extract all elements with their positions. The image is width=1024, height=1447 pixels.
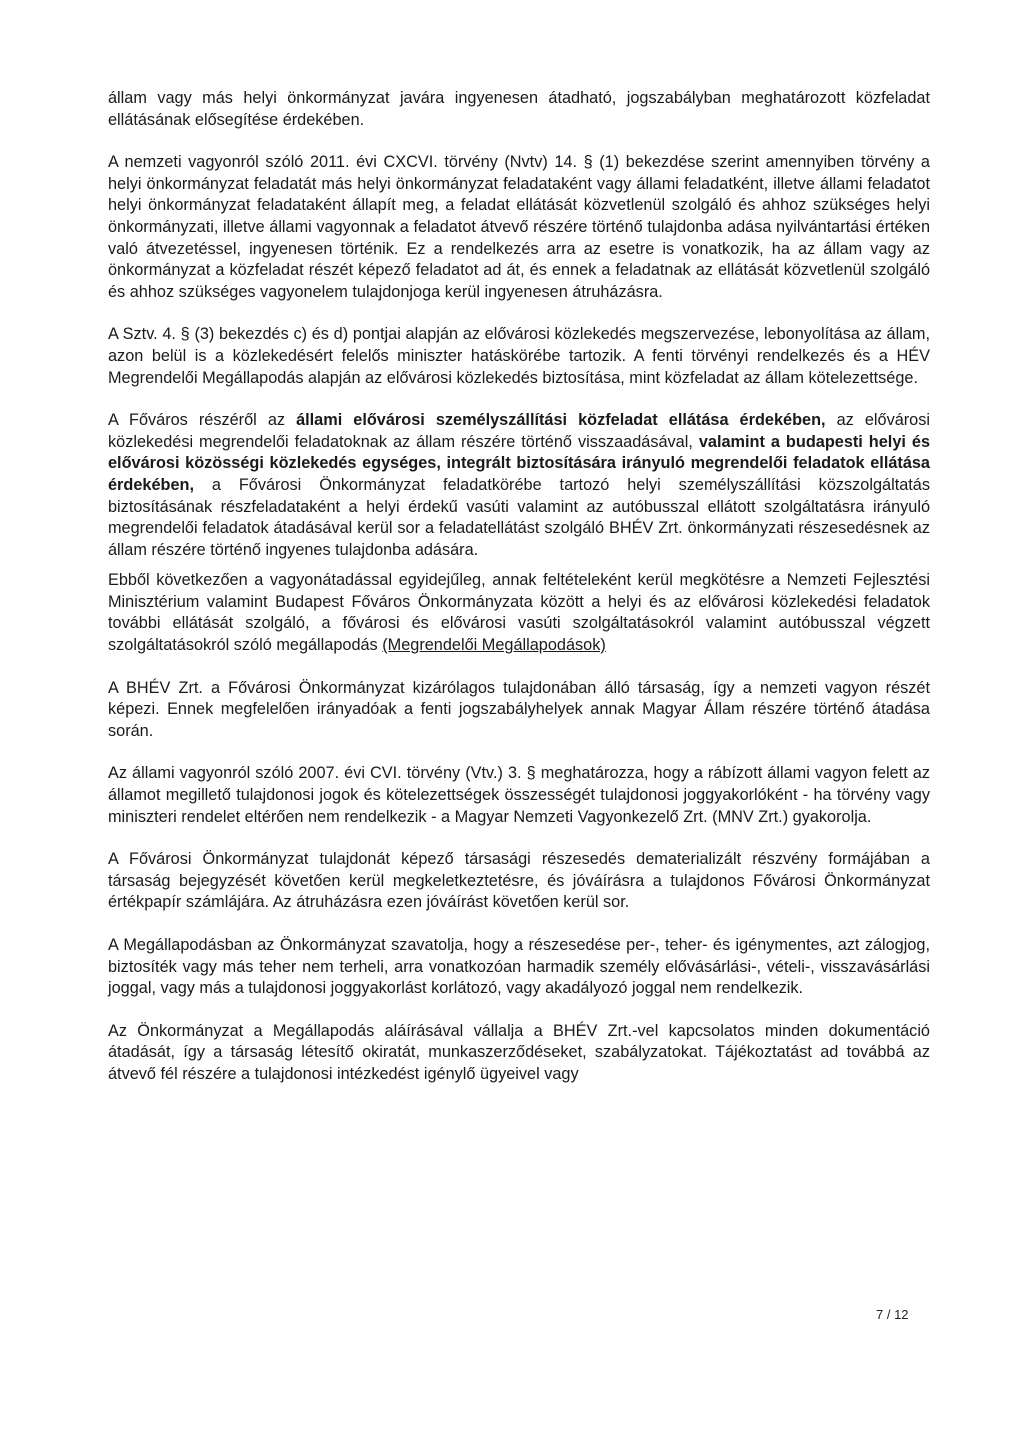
paragraph-szavatolja: A Megállapodásban az Önkormányzat szavatolja, hogy a részesedése per-, teher- és igénymentes, azt zálogjog, biztosíték vagy más teher nem terheli, arra vonatkozóan harmadik személy elővásárlási-, vételi-, visszavásárlási joggal, vagy más a tulajdonosi joggyakorlást korlátozó, vagy akadályozó joggal nem rendelkezik.: [108, 936, 930, 998]
page-number: 7 / 12: [876, 1307, 909, 1322]
paragraph-sztv: A Sztv. 4. § (3) bekezdés c) és d) pontjai alapján az elővárosi közlekedés megszervezése, lebonyolítása az állam, azon belül is a közlekedésért felelős miniszter hatáskörébe tartozik. A fenti törvényi rendelkezés és a HÉV Megrendelői Megállapodás alapján az elővárosi közlekedés biztosítása, mint közfeladat az állam kötelezettsége.: [108, 325, 930, 387]
paragraph-fovaros-text-2: az elővárosi közlekedési megrendelői feladatoknak az állam részére történő visszaadásával,: [108, 411, 930, 451]
paragraph-bhev: A BHÉV Zrt. a Fővárosi Önkormányzat kizárólagos tulajdonában álló társaság, így a nemzeti vagyon részét képezi. Ennek megfelelően irányadóak a fenti jogszabályhelyek annak Magyar Állam részére történő átadása során.: [108, 678, 930, 740]
megrendeloi-megallapodasok-link: (Megrendelői Megállapodások): [382, 636, 606, 655]
paragraph-reszesedes: A Fővárosi Önkormányzat tulajdonát képező társasági részesedés dematerializált részvény formájában a társaság bejegyzését követően kerül megkeletkeztetésre, és jóváírásra a tulajdonos Fővárosi Önkormányzat értékpapír számlájára. Az átruházásra ezen jóváírást követően kerül sor.: [108, 850, 930, 912]
paragraph-megrendeloi-text: Ebből következően a vagyonátadással egyidejűleg, annak feltételeként kerül megkötésre a Nemzeti Fejlesztési Minisztérium valamint Budapest Főváros Önkormányzata között a helyi és az elővárosi közlekedési feladatok további ellátását szolgáló, a fővárosi és elővárosi vasúti szolgáltatásokról valamint autóbusszal végzett szolgáltatásokról szóló megállapodás: [108, 571, 930, 655]
paragraph-dokumentacio: Az Önkormányzat a Megállapodás aláírásával vállalja a BHÉV Zrt.-vel kapcsolatos minden dokumentáció átadását, így a társaság létesítő okiratát, munkaszerződéseket, szabályzatokat. Tájékoztatást ad továbbá az átvevő fél részére a tulajdonosi intézkedést igénylő ügyeivel vagy: [108, 1021, 930, 1083]
paragraph-fovaros-bold-2: valamint a budapesti helyi és elővárosi közösségi közlekedés egységes, integrált biztosítására irányuló megrendelői feladatok ellátása érdekében,: [108, 432, 930, 494]
paragraph-megrendeloi: [108, 570, 930, 656]
paragraph-nvtv: A nemzeti vagyonról szóló 2011. évi CXCVI. törvény (Nvtv) 14. § (1) bekezdése szerint amennyiben törvény a helyi önkormányzat feladatát más helyi önkormányzat feladataként vagy állami feladatként, illetve állami feladatot helyi önkormányzat feladataként állapít meg, a feladat ellátását közvetlenül szolgáló és ahhoz szükséges helyi önkormányzati, illetve állami vagyonnak a feladatot átvevő részére történő tulajdonba adása nyilvántartási értéken való átvezetéssel, ingyenesen történik. Ez a rendelkezés arra az esetre is vonatkozik, ha az állam vagy az önkormányzat a közfeladat részét képező feladatot ad át, és ennek a feladatnak az ellátását közvetlenül szolgáló és ahhoz szükséges vagyonelem tulajdonjoga kerül ingyenesen átruházásra.: [108, 153, 930, 301]
paragraph-fovaros-text-3: a Fővárosi Önkormányzat feladatkörébe tartozó helyi személyszállítási közszolgáltatás biztosításának részfeladataként a helyi érdekű vasúti valamint az autóbusszal ellátott szolgáltatásra irányuló megrendelői feladatok átadásával kerül sor a feladatellátást szolgáló BHÉV Zrt. önkormányzati részesedésnek az állam részére történő ingyenes tulajdonba adására.: [108, 475, 930, 559]
paragraph-fovaros-text-1: A Főváros részéről az: [108, 411, 297, 430]
paragraph-fovaros: [108, 410, 930, 561]
document-page: [108, 88, 930, 1107]
paragraph-vtv: Az állami vagyonról szóló 2007. évi CVI. törvény (Vtv.) 3. § meghatározza, hogy a rábízott állami vagyon felett az államot megillető tulajdonosi jogok és kötelezettségek összességét tulajdonosi joggyakorlóként - ha törvény vagy miniszteri rendelet eltérően nem rendelkezik - a Magyar Nemzeti Vagyonkezelő Zrt. (MNV Zrt.) gyakorolja.: [108, 764, 930, 826]
paragraph-intro-continuation: állam vagy más helyi önkormányzat javára ingyenesen átadható, jogszabályban meghatározott közfeladat ellátásának elősegítése érdekében.: [108, 89, 930, 129]
paragraph-fovaros-bold-1: állami elővárosi személyszállítási közfeladat ellátása érdekében,: [296, 411, 826, 430]
